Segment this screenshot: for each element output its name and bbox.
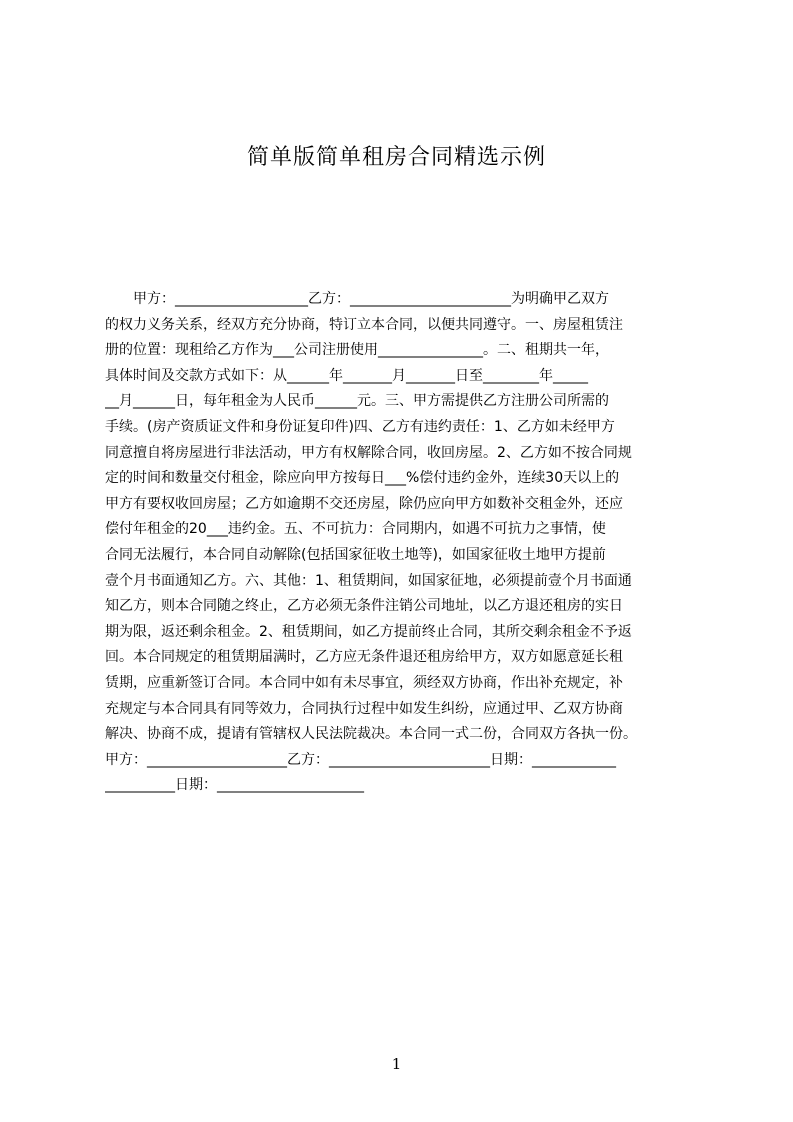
body-line: 偿付年租金的20___违约金。五、不可抗力：合同期内，如遇不可抗力之事情，使 xyxy=(105,521,606,538)
body-line: 册的位置：现租给乙方作为___公司注册使用_______________。二、租期共一年， xyxy=(105,342,609,359)
signature-line: 甲方：____________________乙方：_______________________日期：____________ xyxy=(105,751,616,768)
body-line: 定的时间和数量交付租金，除应向甲方按每日___%偿付违约金外，连续30天以上的 xyxy=(105,470,620,487)
body-line: 的权力义务关系，经双方充分协商，特订立本合同，以便共同遵守。一、房屋租赁注 xyxy=(105,316,623,333)
body-line: 具体时间及交款方式如下：从______年_______月_______日至________年_____ xyxy=(105,367,588,384)
body-line: 甲方：___________________乙方：_______________________为明确甲乙双方 xyxy=(105,291,609,307)
body-line: 甲方有要权收回房屋；乙方如逾期不交还房屋，除仍应向甲方如数补交租金外，还应 xyxy=(105,495,623,512)
body-line: 知乙方，则本合同随之终止，乙方必须无条件注销公司地址，以乙方退还租房的实日 xyxy=(105,598,623,615)
body-line: 解决、协商不成，提请有管辖权人民法院裁决。本合同一式二份，合同双方各执一份。 xyxy=(105,726,637,743)
body-line: 合同无法履行，本合同自动解除(包括国家征收土地等)，如国家征收土地甲方提前 xyxy=(105,546,606,563)
body-line: 回。本合同规定的租赁期届满时，乙方应无条件退还租房给甲方，双方如愿意延长租 xyxy=(105,649,623,666)
page-number: 1 xyxy=(391,1055,402,1073)
body-line: 赁期，应重新签订合同。本合同中如有未尽事宜，须经双方协商，作出补充规定，补 xyxy=(105,674,623,691)
body-line: __月______日，每年租金为人民币______元。三、甲方需提供乙方注册公司所需的 xyxy=(105,393,609,410)
contract-body xyxy=(105,287,697,799)
body-line: 期为限，返还剩余租金。2、租赁期间，如乙方提前终止合同，其所交剩余租金不予返 xyxy=(105,623,632,640)
body-line: 同意擅自将房屋进行非法活动，甲方有权解除合同，收回房屋。2、乙方如不按合同规 xyxy=(105,444,632,461)
body-line: 壹个月书面通知乙方。六、其他：1、租赁期间，如国家征地，必须提前壹个月书面通 xyxy=(105,572,632,589)
signature-line: __________日期：_____________________ xyxy=(105,777,364,794)
body-line: 手续。(房产资质证文件和身份证复印件)四、乙方有违约责任：1、乙方如未经甲方 xyxy=(105,418,615,435)
body-line: 充规定与本合同具有同等效力，合同执行过程中如发生纠纷，应通过甲、乙双方协商 xyxy=(105,700,623,717)
document-title: 简单版简单租房合同精选示例 xyxy=(246,145,546,170)
